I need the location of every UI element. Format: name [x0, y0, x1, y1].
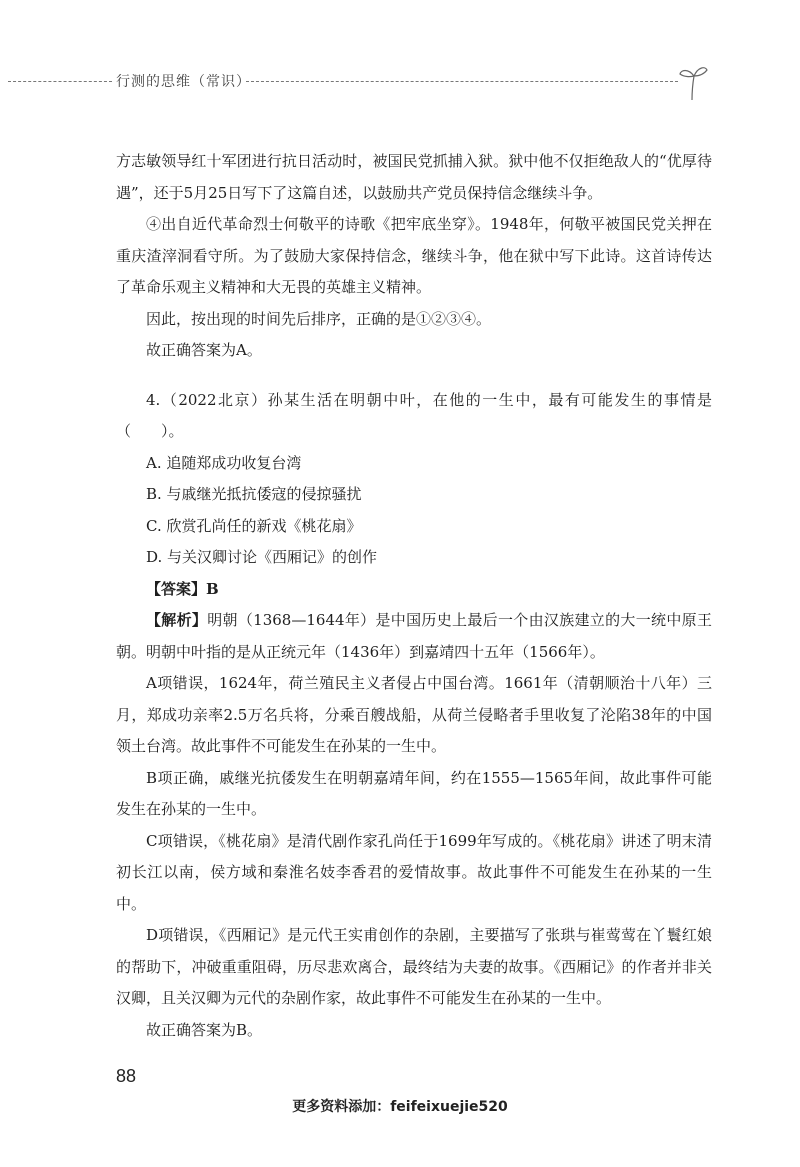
answer-value: B: [206, 579, 219, 598]
header-divider-left: [8, 81, 112, 82]
analysis-paragraph: A项错误，1624年，荷兰殖民主义者侵占中国台湾。1661年（清朝顺治十八年）三月，郑成功亲率2.5万名兵将，分乘百艘战船，从荷兰侵略者手里收复了沦陷38年的中国领土台湾。故此事件不可能发生在孙某的一生中。: [116, 674, 712, 755]
option-b: B. 与戚继光抵抗倭寇的侵掠骚扰: [146, 485, 362, 503]
watermark-text: 更多资料添加：feifeixuejie520: [292, 1099, 508, 1115]
sprout-icon: [678, 62, 708, 102]
option-a: A. 追随郑成功收复台湾: [146, 453, 302, 472]
analysis-intro: 明朝（1368—1644年）是中国历史上最后一个由汉族建立的大一统中原王朝。明朝中叶指的是从正统元年（1436年）到嘉靖四十五年（1566年）。: [116, 611, 712, 661]
page-content: [116, 146, 712, 1046]
paragraph: ④出自近代革命烈士何敬平的诗歌《把牢底坐穿》。1948年，何敬平被国民党关押在重庆渣滓洞看守所。为了鼓励大家保持信念，继续斗争，他在狱中写下此诗。这首诗传达了革命乐观主义精神和大无畏的英雄主义精神。: [116, 215, 712, 296]
header-title: 行测的思维（常识）: [116, 74, 251, 90]
analysis-label: 【解析】: [146, 611, 208, 629]
conclusion: 故正确答案为B。: [146, 1020, 263, 1039]
analysis-paragraph: C项错误，《桃花扇》是清代剧作家孔尚任于1699年写成的。《桃花扇》讲述了明末清初长江以南，侯方域和秦淮名妓李香君的爱情故事。故此事件不可能发生在孙某的一生中。: [116, 831, 712, 913]
page-number: 88: [116, 1066, 137, 1086]
analysis-paragraph: D项错误，《西厢记》是元代王实甫创作的杂剧，主要描写了张珙与崔莺莺在丫鬟红娘的帮助下，冲破重重阻碍，历尽悲欢离合，最终结为夫妻的故事。《西厢记》的作者并非关汉卿，且关汉卿为元代的杂剧作家，故此事件不可能发生在孙某的一生中。: [116, 926, 712, 1007]
paragraph: 因此，按出现的时间先后排序，正确的是①②③④。: [146, 309, 492, 328]
answer-line: [116, 574, 712, 606]
paragraph: 方志敏领导红十军团进行抗日活动时，被国民党抓捕入狱。狱中他不仅拒绝敌人的“优厚待遇”，还于5月25日写下了这篇自述，以鼓励共产党员保持信念继续斗争。: [116, 152, 712, 202]
option-c: C. 欣赏孔尚任的新戏《桃花扇》: [146, 516, 362, 535]
page-header: [0, 66, 800, 106]
header-divider-right: [246, 81, 678, 82]
analysis-intro-paragraph: [116, 605, 712, 668]
paragraph: 故正确答案为A。: [146, 341, 262, 359]
answer-label: 【答案】: [146, 579, 207, 598]
analysis-paragraph: B项正确，戚继光抗倭发生在明朝嘉靖年间，约在1555—1565年间，故此事件可能发生在孙某的一生中。: [116, 768, 712, 818]
option-d: D. 与关汉卿讨论《西厢记》的创作: [146, 548, 378, 566]
question-stem: 4.（2022北京）孙某生活在明朝中叶，在他的一生中，最有可能发生的事情是（ ）。: [116, 390, 712, 440]
